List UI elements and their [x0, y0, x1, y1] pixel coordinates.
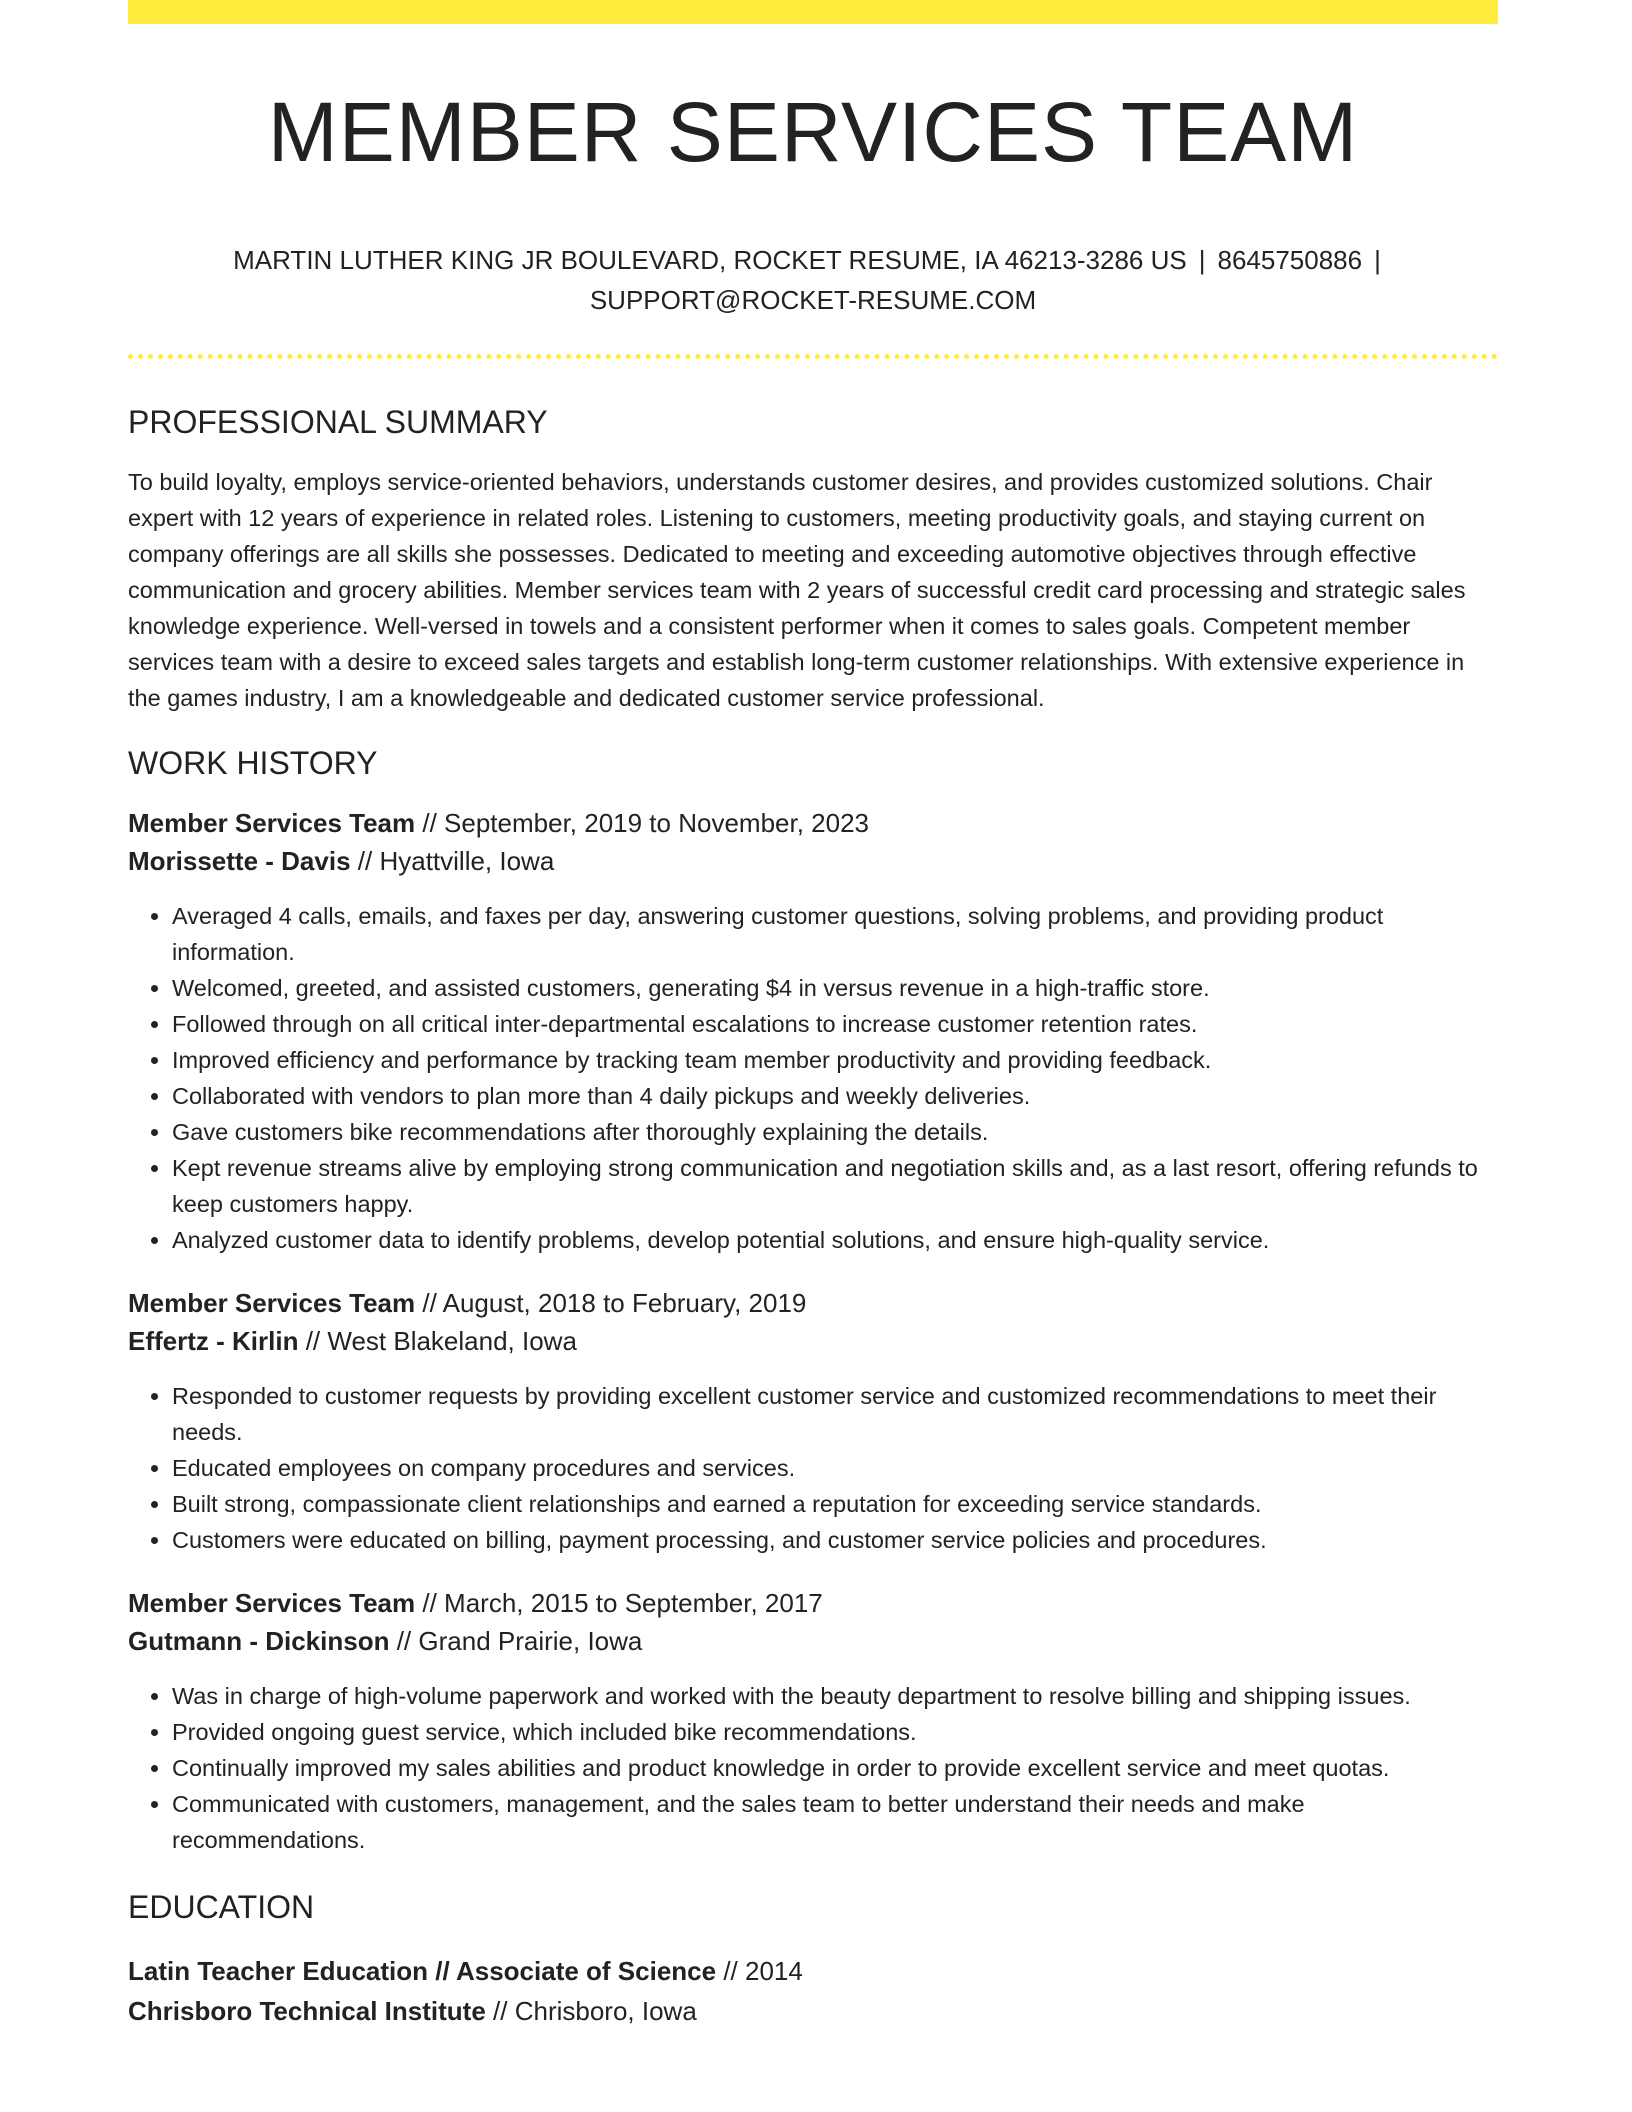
job-dates: August, 2018 to February, 2019 — [442, 1288, 807, 1319]
education-degree-line — [128, 1951, 1498, 1991]
job-bullet-list — [128, 1378, 1498, 1558]
job-entry — [128, 1584, 1498, 1858]
education-separator: // — [435, 1955, 450, 1986]
education-school: Chrisboro Technical Institute — [128, 1995, 486, 2026]
job-bullet: • Communicated with customers, management, and the sales team to better understand their needs and make recommendations. — [172, 1786, 1498, 1858]
contact-email: SUPPORT@ROCKET-RESUME.COM — [589, 285, 1037, 316]
job-bullet: • Improved efficiency and performance by tracking team member productivity and providing feedback. — [172, 1042, 1498, 1078]
contact-separator: | — [1374, 245, 1381, 276]
job-separator: // — [422, 1288, 437, 1319]
job-title-line — [128, 804, 1498, 842]
contact-address: MARTIN LUTHER KING JR BOULEVARD, ROCKET RESUME, IA 46213-3286 US — [233, 245, 1187, 276]
job-bullet: • Continually improved my sales abilities and product knowledge in order to provide excellent service and meet quotas. — [172, 1750, 1498, 1786]
work-history-heading: WORK HISTORY — [128, 744, 378, 781]
job-bullet: • Welcomed, greeted, and assisted customers, generating $4 in versus revenue in a high-traffic store. — [172, 970, 1498, 1006]
summary-text: To build loyalty, employs service-oriented behaviors, understands customer desires, and provides customized solutions. Chair expert with 12 years of experience in related roles. Listening to customers, meeting productivity goals, and staying current on company offerings are all skills she possesses. Dedicated to meeting and exceeding automotive objectives through effective communication and grocery abilities. Member services team with 2 years of successful credit card processing and strategic sales knowledge experience. Well-versed in towels and a consistent performer when it comes to sales goals. Competent member services team with a desire to exceed sales targets and establish long-term customer relationships. With extensive experience in the games industry, I am a knowledgeable and dedicated customer service professional. — [128, 468, 1466, 711]
header-divider — [128, 354, 1498, 359]
contact-separator: | — [1198, 245, 1206, 276]
job-location: West Blakeland, Iowa — [327, 1326, 577, 1357]
education-field: Latin Teacher Education — [128, 1955, 429, 1986]
job-bullet: • Customers were educated on billing, payment processing, and customer service policies and procedures. — [172, 1522, 1498, 1558]
job-bullet: • Followed through on all critical inter-departmental escalations to increase customer retention rates. — [172, 1006, 1498, 1042]
job-entry — [128, 1284, 1498, 1558]
job-dates: September, 2019 to November, 2023 — [444, 808, 869, 839]
job-bullet: • Built strong, compassionate client relationships and earned a reputation for exceeding service standards. — [172, 1486, 1498, 1522]
job-bullet: • Averaged 4 calls, emails, and faxes per day, answering customer questions, solving problems, and providing product information. — [172, 898, 1498, 970]
job-company-line — [128, 1622, 1498, 1660]
education-degree: Associate of Science — [455, 1955, 717, 1986]
contact-info — [128, 240, 1498, 320]
job-bullet: • Analyzed customer data to identify problems, develop potential solutions, and ensure high-quality service. — [172, 1222, 1498, 1258]
education-entry — [128, 1951, 1498, 2031]
top-accent-bar — [128, 0, 1498, 24]
job-bullet-list — [128, 1678, 1498, 1858]
education-school-line — [128, 1991, 1498, 2031]
resume-name: MEMBER SERVICES TEAM — [267, 85, 1359, 179]
job-company-line — [128, 1322, 1498, 1360]
job-bullet: • Educated employees on company procedures and services. — [172, 1450, 1498, 1486]
job-separator: // — [422, 1588, 437, 1619]
job-separator: // — [305, 1326, 321, 1357]
job-location: Hyattville, Iowa — [379, 846, 555, 877]
work-history-list — [128, 804, 1498, 1858]
job-role: Member Services Team — [128, 1288, 416, 1319]
contact-phone: 8645750886 — [1217, 245, 1363, 276]
job-company: Gutmann - Dickinson — [128, 1626, 390, 1657]
job-bullet-list — [128, 898, 1498, 1258]
education-separator: // — [493, 1995, 508, 2026]
education-location: Chrisboro, Iowa — [514, 1995, 697, 2026]
education-separator: // — [723, 1955, 738, 1986]
job-location: Grand Prairie, Iowa — [418, 1626, 643, 1657]
job-bullet: • Collaborated with vendors to plan more than 4 daily pickups and weekly deliveries. — [172, 1078, 1498, 1114]
job-dates: March, 2015 to September, 2017 — [444, 1588, 823, 1619]
education-year: 2014 — [745, 1955, 803, 1986]
job-title-line — [128, 1284, 1498, 1322]
job-role: Member Services Team — [128, 808, 416, 839]
job-company-line — [128, 842, 1498, 880]
job-bullet: • Kept revenue streams alive by employing strong communication and negotiation skills and, as a last resort, offering refunds to keep customers happy. — [172, 1150, 1498, 1222]
resume-content — [128, 0, 1498, 2031]
job-company: Morissette - Davis — [128, 846, 351, 877]
job-separator: // — [422, 808, 437, 839]
job-bullet: • Provided ongoing guest service, which included bike recommendations. — [172, 1714, 1498, 1750]
job-bullet: • Was in charge of high-volume paperwork and worked with the beauty department to resolve billing and shipping issues. — [172, 1678, 1498, 1714]
job-separator: // — [357, 846, 373, 877]
job-title-line — [128, 1584, 1498, 1622]
job-separator: // — [396, 1626, 412, 1657]
job-company: Effertz - Kirlin — [128, 1326, 299, 1357]
job-role: Member Services Team — [128, 1588, 416, 1619]
job-bullet: • Gave customers bike recommendations after thoroughly explaining the details. — [172, 1114, 1498, 1150]
summary-heading: PROFESSIONAL SUMMARY — [128, 404, 548, 441]
education-heading: EDUCATION — [128, 1889, 315, 1926]
job-entry — [128, 804, 1498, 1258]
job-bullet: • Responded to customer requests by providing excellent customer service and customized recommendations to meet their needs. — [172, 1378, 1498, 1450]
